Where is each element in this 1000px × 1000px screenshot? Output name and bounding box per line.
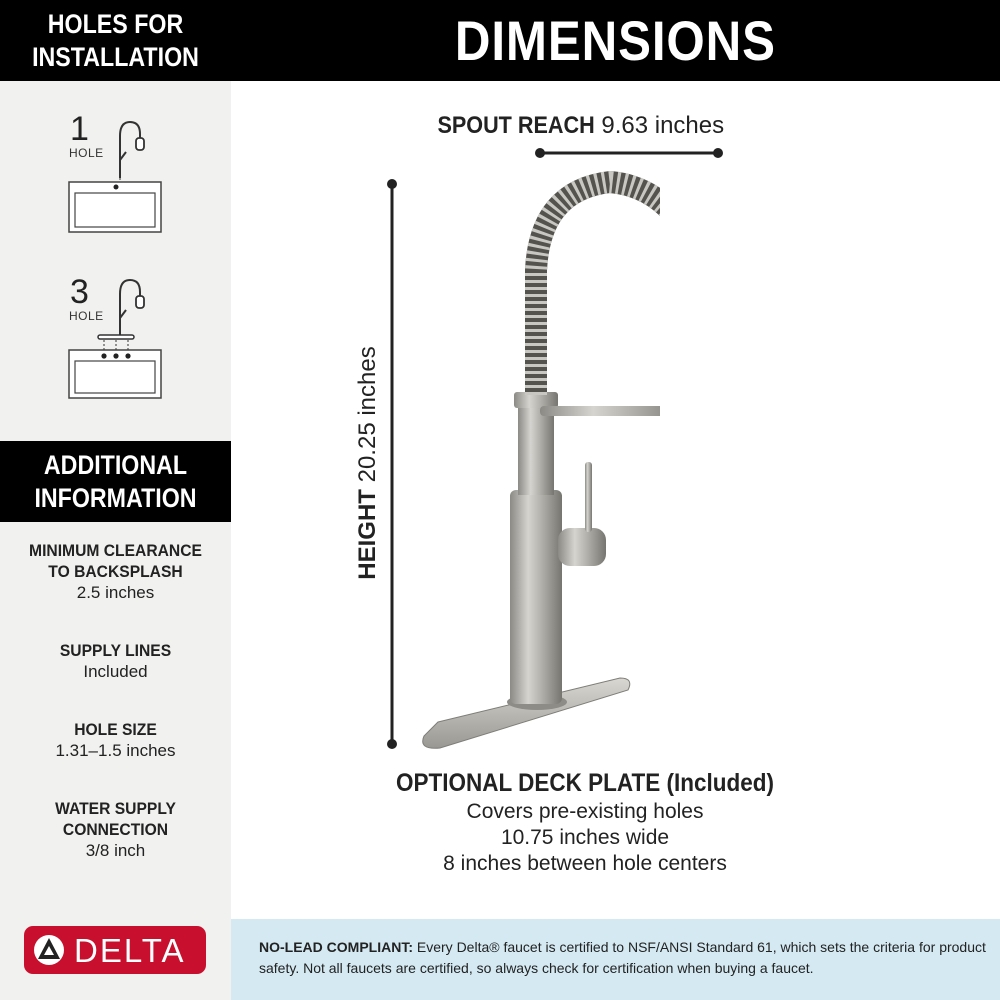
info-value: 1.31–1.5 inches bbox=[55, 741, 176, 760]
holes-header-line-2: INSTALLATION bbox=[32, 42, 199, 72]
holes-header-line-1: HOLES FOR bbox=[47, 9, 184, 39]
info-item-water-supply bbox=[0, 798, 231, 861]
delta-logo bbox=[24, 926, 206, 974]
info-title: SUPPLY LINES bbox=[59, 641, 172, 660]
deck-plate-line: 10.75 inches wide bbox=[500, 826, 670, 849]
hole-option-3-number: 3 bbox=[70, 273, 89, 311]
spout-reach-value: 9.63 inches bbox=[601, 112, 725, 139]
info-title: CONNECTION bbox=[62, 820, 169, 839]
faucet-illustration bbox=[410, 170, 660, 760]
height-dimension-line bbox=[383, 176, 401, 752]
footer-text bbox=[259, 937, 987, 979]
hole-option-1-label: HOLE bbox=[69, 146, 104, 160]
info-value: Included bbox=[83, 662, 148, 681]
info-item-supply-lines bbox=[0, 640, 231, 682]
info-title: HOLE SIZE bbox=[74, 720, 157, 739]
info-title: TO BACKSPLASH bbox=[48, 562, 183, 581]
deck-plate-info bbox=[335, 767, 835, 877]
info-header-line-2: INFORMATION bbox=[34, 483, 197, 513]
page-title: DIMENSIONS bbox=[455, 9, 776, 72]
height-value: 20.25 inches bbox=[354, 346, 381, 483]
info-title: MINIMUM CLEARANCE bbox=[29, 541, 202, 560]
dimensions-header bbox=[231, 0, 1000, 81]
three-hole-faucet-icon bbox=[60, 272, 180, 402]
info-value: 2.5 inches bbox=[76, 583, 155, 602]
footer-body: Every Delta® faucet is certified to NSF/ANSI Standard 61, which sets the criteria for product safety. Not all faucets are certified, so always check for certification when buying a faucet. bbox=[259, 939, 986, 976]
height-title: HEIGHT bbox=[354, 489, 381, 580]
holes-header bbox=[0, 0, 231, 81]
spout-reach-title: SPOUT REACH bbox=[437, 112, 595, 139]
info-item-hole-size bbox=[0, 719, 231, 761]
info-item-backsplash bbox=[0, 540, 231, 603]
info-title: WATER SUPPLY bbox=[55, 799, 176, 818]
info-value: 3/8 inch bbox=[85, 841, 146, 860]
deck-plate-line: Covers pre-existing holes bbox=[466, 800, 704, 823]
compliance-footer bbox=[231, 919, 1000, 1000]
additional-info-header bbox=[0, 441, 231, 522]
spout-reach-dimension-line bbox=[530, 145, 730, 161]
hole-option-1-number: 1 bbox=[70, 110, 89, 148]
info-header-line-1: ADDITIONAL bbox=[43, 450, 188, 480]
spout-reach-label bbox=[420, 112, 840, 140]
footer-label: NO-LEAD COMPLIANT: bbox=[259, 939, 413, 955]
logo-wordmark: DELTA bbox=[74, 932, 186, 969]
deck-plate-line: 8 inches between hole centers bbox=[443, 852, 727, 875]
delta-triangle-icon bbox=[32, 933, 66, 967]
hole-option-3-label: HOLE bbox=[69, 309, 104, 323]
one-hole-faucet-icon bbox=[60, 108, 180, 238]
deck-plate-title: OPTIONAL DECK PLATE (Included) bbox=[396, 769, 774, 797]
